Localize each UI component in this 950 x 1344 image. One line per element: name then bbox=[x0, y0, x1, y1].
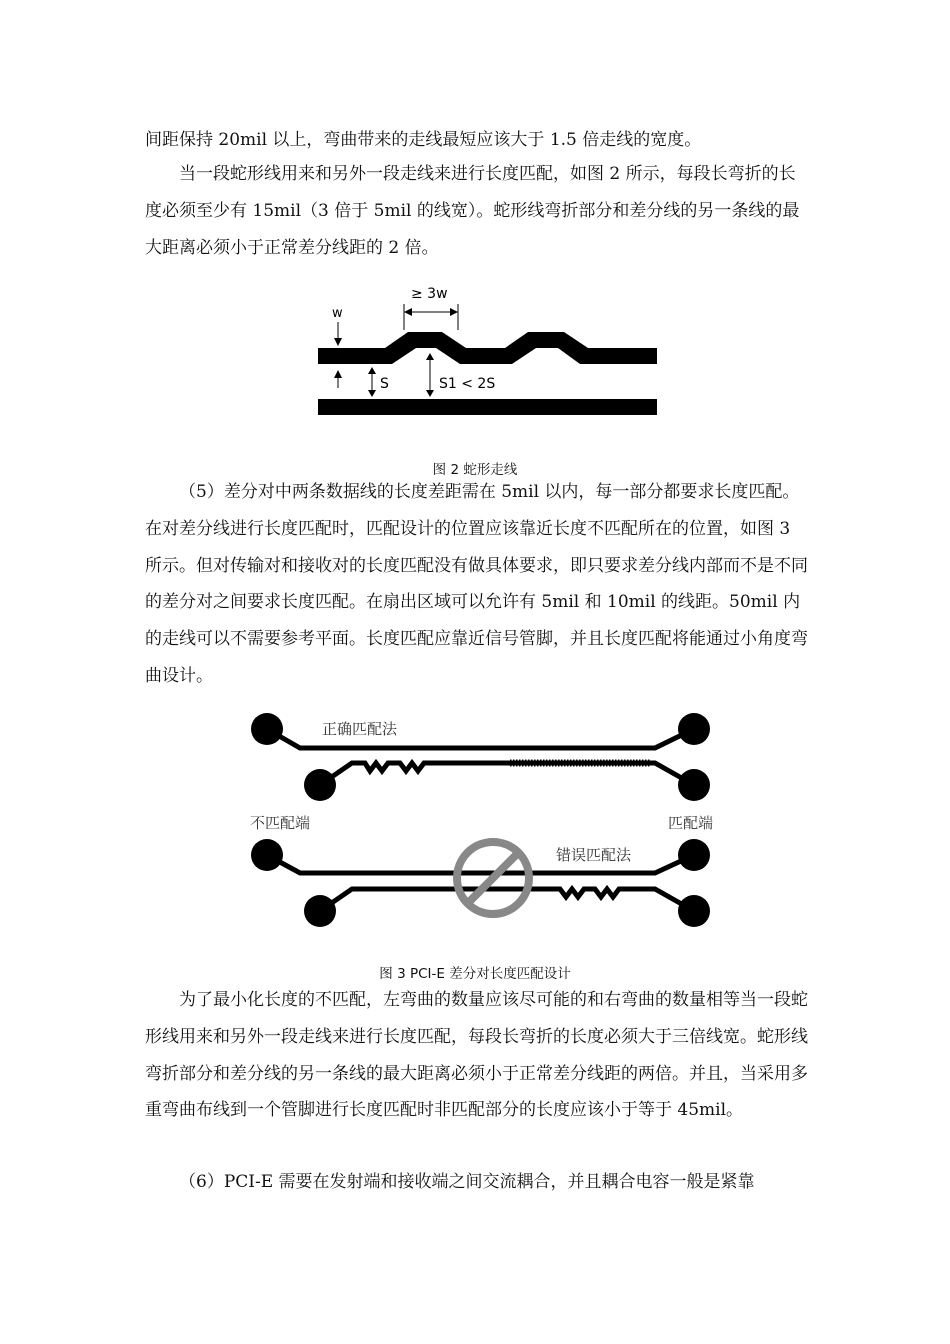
s1-label: S1 < 2S bbox=[439, 376, 496, 392]
straight-trace bbox=[318, 399, 657, 415]
figure-2-diagram bbox=[300, 280, 680, 425]
paragraph-4: 为了最小化长度的不匹配，左弯曲的数量应该尽可能的和右弯曲的数量相等当一段蛇形线用来和另外一段走线来进行长度匹配，每段长弯折的长度必须大于三倍线宽。蛇形线弯折部分和差分线的另一条线的最大距离必须小于正常差分线距的两倍。并且，当采用多重弯曲布线到一个管脚进行长度匹配时非匹配部分的长度应该小于等于 45mil。 bbox=[145, 990, 808, 1121]
figure-2-caption: 图 2 蛇形走线 bbox=[432, 462, 518, 478]
mismatch-end-label: 不匹配端 bbox=[250, 814, 311, 832]
paragraph-5: （6）PCI-E 需要在发射端和接收端之间交流耦合，并且耦合电容一般是紧靠 bbox=[179, 1172, 755, 1192]
figure-3-diagram bbox=[240, 708, 720, 933]
paragraph-3: （5）差分对中两条数据线的长度差距需在 5mil 以内，每一部分都要求长度匹配。在对差分线进行长度匹配时，匹配设计的位置应该靠近长度不匹配所在的位置，如图 3 所示。但对传输对和接收对的长度匹配没有做具体要求，即只要求差分线内部而不是不同的差分对之间要求长度匹配。在扇出区域可以允许有 5mil 和 10mil 的线距。50mil 内的走线可以不需要参考平面。长度匹配应靠近信号管脚，并且长度匹配将能通过小角度弯曲设计。 bbox=[145, 482, 808, 686]
prohibition-icon bbox=[457, 842, 529, 914]
wrong-method-label: 错误匹配法 bbox=[556, 846, 632, 864]
3w-label: ≥ 3w bbox=[411, 286, 448, 302]
w-label: w bbox=[332, 306, 343, 321]
paragraph-2: 当一段蛇形线用来和另外一段走线来进行长度匹配，如图 2 所示，每段长弯折的长度必须至少有 15mil（3 倍于 5mil 的线宽）。蛇形线弯折部分和差分线的另一条线的最大距离必须小于正常差分线距的 2 倍。 bbox=[145, 164, 800, 258]
trace-n bbox=[320, 763, 694, 785]
correct-method-label: 正确匹配法 bbox=[322, 720, 398, 738]
serpentine-trace bbox=[318, 332, 657, 364]
paragraph-1: 间距保持 20mil 以上，弯曲带来的走线最短应该大于 1.5 倍走线的宽度。 bbox=[145, 130, 702, 150]
figure-3-caption: 图 3 PCI-E 差分对长度匹配设计 bbox=[379, 966, 571, 982]
match-end-label: 匹配端 bbox=[668, 814, 714, 832]
s-label: S bbox=[380, 376, 389, 392]
